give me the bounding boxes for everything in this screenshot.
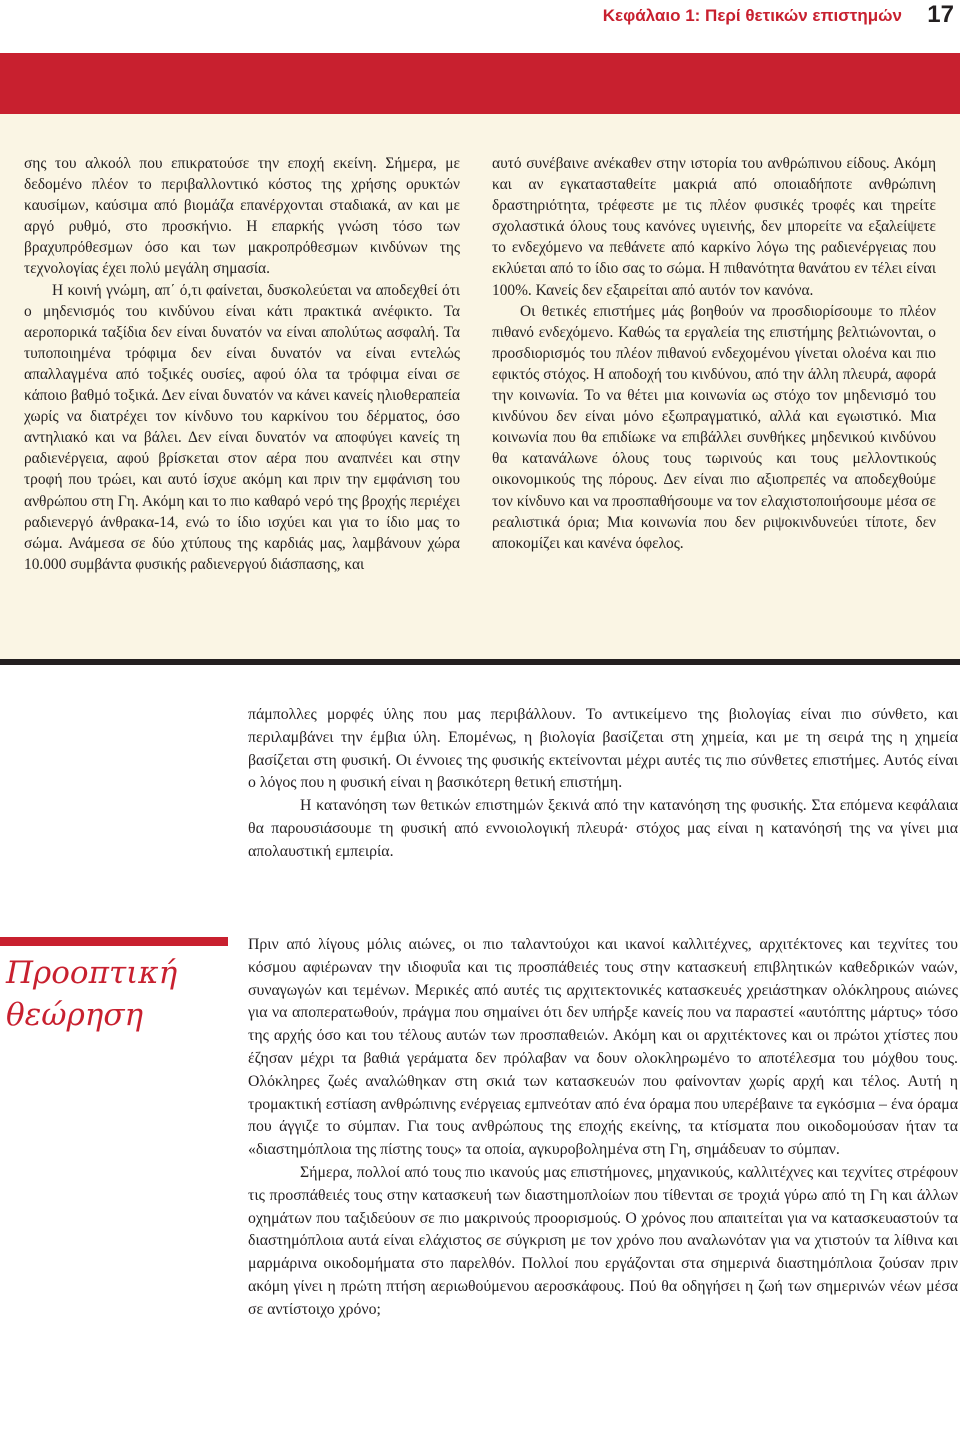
paragraph: σης του αλκοόλ που επικρατούσε την εποχή εκείνη. Σήμερα, με δεδομένο πλέον το περιβαλλοντικό κόστος της χρήσης ορυκτών καυσίμων, καύσιμα από βιομάζα επανέρχονται σταδιακά, αν και με αργό ρυθμό, στο προσκήνιο. Η επαρκής γνώση τόσο των βραχυπρόθεσμων όσο και των μακροπρόθεσμων κινδύνων της τεχνολογίας έχει πολύ μεγάλη σημασία.	[24, 155, 460, 278]
paragraph: Οι θετικές επιστήμες μάς βοηθούν να προσδιορίσουμε το πλέον πιθανό ενδεχόμενο. Καθώς τα εργαλεία της επιστήμης βελτιώνονται, ο προσδιορισμός του πλέον πιθανού ενδεχομένου γίνεται ολοένα και πιο εφικτός στόχος. Η αποδοχή του κινδύνου, από την άλλη πλευρά, αφορά την κοινωνία. Το να θέτει μια κοινωνία ως στόχο τον μηδενισμό του κινδύνου δεν είναι μόνο εξωπραγματικό, αλλά και εγωιστικό. Μια κοινωνία που θα επιδίωκε να επιβάλλει συνθήκες μηδενικού κινδύνου θα κατανάλωνε όλους τους τωρινούς και τους μελλοντικούς οικονομικούς της πόρους. Δεν είναι πιο αξιοπρεπές να αποδεχθούμε τον κίνδυνο και να προσπαθήσουμε να τον ελαχιστοποιήσουμε μέσα σε ρεαλιστικά όρια; Μια κοινωνία που δεν ριψοκινδυνεύει τίποτε, δεν αποκομίζει και κανένα όφελος.	[492, 302, 936, 552]
section-heading-line: θεώρηση	[6, 997, 144, 1033]
box-bottom-rule	[0, 659, 960, 665]
paragraph: Σήμερα, πολλοί από τους πιο ικανούς μας επιστήμονες, μηχανικούς, καλλιτέχνες και τεχνίτες στρέφουν τις προσπάθειές τους στην κατασκευή των διαστημοπλοίων που τίθενται σε τροχιά γύρω από τη Γη και άλλων οχημάτων που ταξιδεύουν σε πιο μακρινούς προορισμούς. Ο χρόνος που απαιτείται για να κατασκευαστούν τα διαστημόπλοια αυτά είναι ελάχιστος σε σύγκριση με τον χρόνο που αναλωνόταν για να χτιστούν τα λίθινα και μαρμάρινα οικοδομήματα στο παρελθόν. Πολλοί που εργάζονται στα σημερινά διαστημόπλοια ζούσαν πριν ακόμη γίνει η πρώτη πτήση αεριωθούμενου αεροσκάφους. Πού θα οδηγήσει η ζωή των σημερινών νέων μέσα σε αντίστοιχο χρόνο;	[248, 1163, 958, 1318]
section-heading-line: Προοπτική	[6, 955, 178, 991]
section-marker-bar	[0, 937, 228, 946]
section-heading	[6, 952, 226, 1036]
paragraph: Η κατανόηση των θετικών επιστημών ξεκινά από την κατανόηση της φυσικής. Στα επόμενα κεφάλαια θα παρουσιάσουμε τη φυσική από εννοιολογική πλευρά· στόχος μας είναι η κατανόησή της να γίνει μια απολαυστική εμπειρία.	[248, 797, 958, 860]
running-header	[0, 0, 960, 34]
red-header-band	[0, 53, 960, 114]
main-text-top	[248, 704, 958, 864]
page-number: 17	[927, 1, 954, 28]
main-text-bottom	[248, 934, 958, 1322]
paragraph: Πριν από λίγους μόλις αιώνες, οι πιο ταλαντούχοι και ικανοί καλλιτέχνες, αρχιτέκτονες και τεχνίτες του κόσμου αφιέρωναν την ιδιοφυΐα και τις προσπάθειές τους στην κατασκευή επιβλητικών καθεδρικών ναών, συναγωγών και τεμένων. Μερικές από αυτές τις αρχιτεκτονικές κατασκευές χρειάστηκαν ολόκληρους αιώνες για να αποπερατωθούν, πράγμα που σημαίνει ότι δεν υπήρξε κανείς που να παραστεί «αυτόπτης μάρτυς» τόσο της αρχής όσο και του τέλους αυτών των προσπαθειών. Ακόμη και οι αρχιτέκτονες και οι πρώτοι χτίστες που έζησαν μέχρι τα βαθιά γεράματα δεν πρόλαβαν να δουν ολοκληρωμένο το αποτέλεσμα του μόχθου τους. Ολόκληρες ζωές αναλώθηκαν στη σκιά των κατασκευών που φαίνονταν χωρίς αρχή και τέλος. Αυτή η τρομακτική εστίαση ανθρώπινης ενέργειας εμπνεόταν από ένα όραμα που υπερέβαινε τα εγκόσμια – ένα όραμα που άγγιζε το σύμπαν. Για τους ανθρώπους της εποχής εκείνης, τα κτίσματα που οικοδομούσαν ήταν τα «διαστημόπλοια της πίστης τους» τα οποία, αγκυροβοληµένα στη Γη, σημάδευαν το σύμπαν.	[248, 936, 958, 1159]
box-left-column	[24, 153, 460, 575]
paragraph: αυτό συνέβαινε ανέκαθεν στην ιστορία του ανθρώπινου είδους. Ακόμη και αν εγκατασταθείτε μακριά από οποιαδήποτε ανθρώπινη δραστηριότητα, τρέφεστε με τις πλέον φυσικές τροφές και τηρείτε σχολαστικά όλους τους κανόνες υγιεινής, δεν μπορείτε να εξαλείψετε το ενδεχόμενο να πεθάνετε από καρκίνο λόγω της ραδιενέργειας που εκλύεται από το ίδιο σας το σώμα. Η πιθανότητα θανάτου εν τέλει είναι 100%. Κανείς δεν εξαιρείται από αυτόν τον κανόνα.	[492, 155, 936, 299]
paragraph: Η κοινή γνώμη, απ΄ ό,τι φαίνεται, δυσκολεύεται να αποδεχθεί ότι ο μηδενισμός του κινδύνου είναι κάτι πρακτικά ανέφικτο. Τα αεροπορικά ταξίδια δεν είναι δυνατόν να είναι απολύτως ασφαλή. Τα τυποποιημένα τρόφιμα δεν είναι δυνατόν να είναι εντελώς απαλλαγμένα από τοξικές ουσίες, αφού όλα τα τρόφιμα είναι σε κάποιο βαθμό τοξικά. Δεν είναι δυνατόν να κάνει κανείς ηλιοθεραπεία χωρίς να διατρέχει τον κίνδυνο του καρκίνου του δέρματος, όσο αντηλιακό και να βάλει. Δεν είναι δυνατόν να αποφύγει κανείς τη ραδιενέργεια, αφού βρίσκεται στον αέρα που αναπνέει και στην τροφή που τρώει, και αυτό ίσχυε ακόμη και πριν την εμφάνιση του ανθρώπου στη Γη. Ακόμη και το πιο καθαρό νερό της βροχής περιέχει ραδιενεργό άνθρακα-14, ενώ το ίδιο ισχύει και για το ίδιο μας το σώμα. Ανάμεσα σε δύο χτύπους της καρδιάς μας, λαμβάνουν χώρα 10.000 συμβάντα φυσικής ραδιενεργού διάσπασης, και	[24, 281, 460, 573]
chapter-title: Κεφάλαιο 1: Περί θετικών επιστημών	[602, 6, 902, 25]
box-right-column	[492, 153, 936, 554]
paragraph: πάμπολλες μορφές ύλης που μας περιβάλλουν. Το αντικείμενο της βιολογίας είναι πιο σύνθετο, και περιλαμβάνει την έμβια ύλη. Επομένως, η βιολογία βασίζεται στη χημεία, και με τη σειρά της η χημεία βασίζεται στη φυσική. Οι έννοιες της φυσικής εκτείνονται μέχρι αυτές τις πιο σύνθετες επιστήμες. Αυτός είναι ο λόγος που η φυσική είναι η βασικότερη θετική επιστήμη.	[248, 706, 958, 792]
